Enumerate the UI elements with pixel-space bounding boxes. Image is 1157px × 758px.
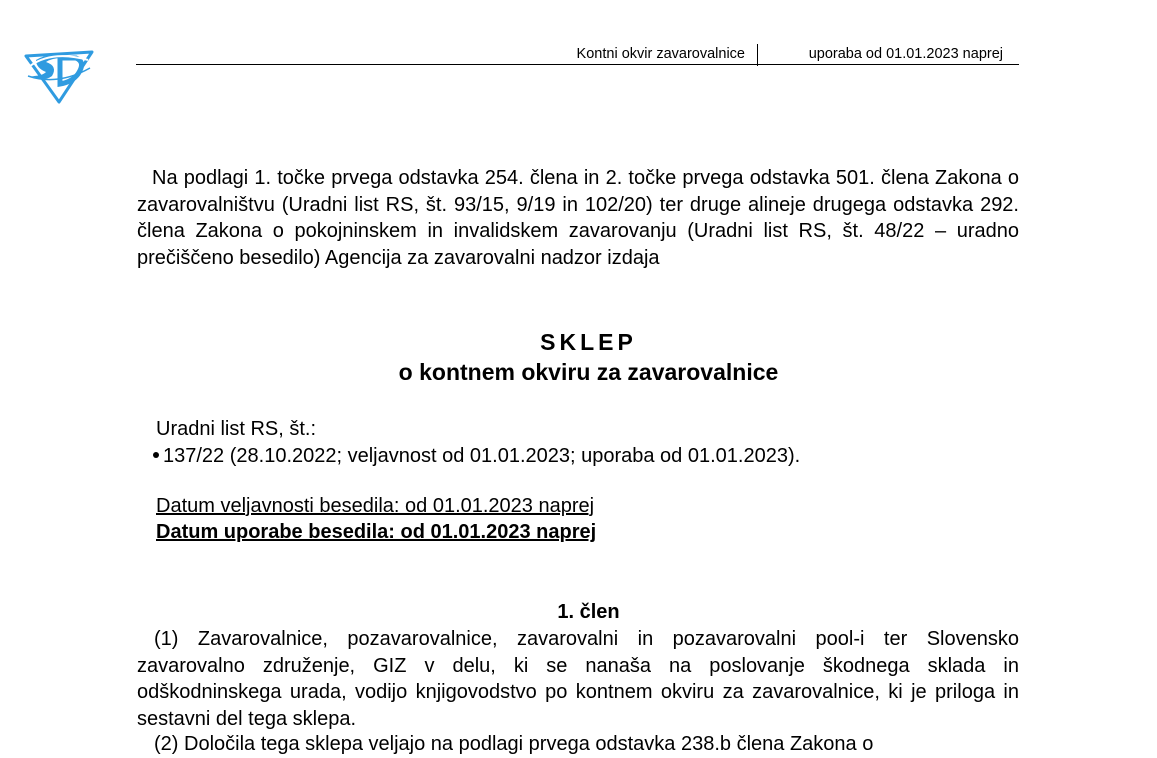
gazette-label: Uradni list RS, št.: xyxy=(156,418,317,440)
header-document-title: Kontni okvir zavarovalnice xyxy=(576,46,745,62)
document-subtitle: o kontnem okviru za zavarovalnice xyxy=(398,359,779,385)
article-heading: 1. člen xyxy=(557,601,620,623)
article-paragraph-1: (1) Zavarovalnice, pozavarovalnice, zavarovalni in pozavarovalni pool-i ter Slovensko zavarovalno združenje, GIZ v delu, ki se nanaša na poslovanje škodnega sklada in odškodninskega urada, vodijo knjigovodstvo po kontnem okviru za zavarovalnice, ki je priloga in sestavni del tega sklepa. xyxy=(137,628,1019,730)
header-application-date: uporaba od 01.01.2023 naprej xyxy=(808,46,1003,62)
gazette-list-item xyxy=(153,443,800,469)
gazette-item-text: 137/22 (28.10.2022; veljavnost od 01.01.2023; uporaba od 01.01.2023). xyxy=(163,445,801,467)
sd-shield-logo-icon xyxy=(22,46,96,104)
validity-date: Datum veljavnosti besedila: od 01.01.2023 naprej xyxy=(156,495,595,517)
bullet-icon xyxy=(153,452,159,458)
header-separator xyxy=(757,44,758,66)
document-title: SKLEP xyxy=(540,329,637,355)
application-date: Datum uporabe besedila: od 01.01.2023 naprej xyxy=(156,521,597,543)
article-paragraph-2: (2) Določila tega sklepa veljajo na podlagi prvega odstavka 238.b člena Zakona o xyxy=(154,733,874,755)
page-header xyxy=(136,44,1019,65)
intro-paragraph: Na podlagi 1. točke prvega odstavka 254. člena in 2. točke prvega odstavka 501. člena Zakona o zavarovalništvu (Uradni list RS, št. 93/15, 9/19 in 102/20) ter druge alineje drugega odstavka 292. člena Zakona o pokojninskem in invalidskem zavarovanju (Uradni list RS, št. 48/22 – uradno prečiščeno besedilo) Agencija za zavarovalni nadzor izdaja xyxy=(137,167,1019,269)
